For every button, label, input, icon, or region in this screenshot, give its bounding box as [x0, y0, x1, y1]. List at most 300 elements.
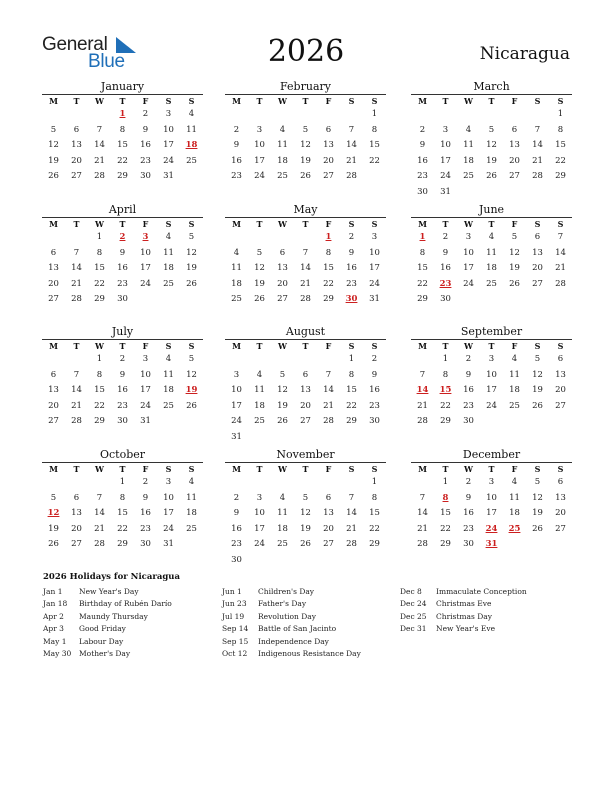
day-cell: 19 — [300, 155, 311, 166]
empty-cell — [294, 230, 317, 246]
day-cell: 20 — [555, 508, 566, 518]
month-june — [411, 203, 572, 308]
holiday-item — [222, 623, 361, 635]
day-cell: 11 — [463, 140, 474, 150]
day-cell: 28 — [555, 278, 566, 289]
day-cell: 2 — [233, 492, 240, 503]
day-cell: 30 — [369, 416, 380, 426]
day-cell: 30 — [463, 539, 474, 549]
day-cell: 5 — [511, 232, 518, 242]
day-cell: 4 — [188, 477, 195, 487]
day-cell: 5 — [188, 354, 195, 364]
day-cell: 26 — [48, 171, 59, 181]
month-november — [225, 448, 386, 568]
weekday-label: W — [278, 464, 287, 474]
holiday-date: Dec 31 — [400, 624, 427, 634]
weekday-label: M — [49, 341, 58, 351]
weekday-label: T — [442, 96, 449, 106]
day-cell: 1 — [442, 477, 449, 487]
day-cell: 26 — [300, 171, 311, 181]
weekday-label: T — [73, 96, 80, 106]
day-cell: 29 — [323, 294, 334, 304]
day-cell: 8 — [325, 247, 332, 258]
day-cell: 29 — [94, 294, 105, 304]
day-cell: 24 — [163, 155, 174, 166]
day-cell: 13 — [277, 263, 288, 273]
day-cell: 7 — [534, 124, 541, 135]
day-grid — [411, 340, 572, 430]
day-cell: 4 — [488, 232, 495, 242]
holiday-day-cell: 25 — [508, 523, 521, 534]
day-cell: 3 — [142, 354, 149, 364]
holiday-item — [43, 648, 172, 660]
day-cell: 8 — [371, 492, 378, 503]
weekday-label: S — [534, 96, 541, 106]
weekday-label: S — [188, 464, 195, 474]
weekday-label: T — [73, 464, 80, 474]
day-cell: 21 — [346, 523, 357, 534]
day-cell: 4 — [165, 354, 172, 364]
day-cell: 5 — [279, 369, 286, 380]
day-cell: 2 — [142, 477, 149, 487]
day-cell: 17 — [486, 385, 497, 395]
day-cell: 3 — [465, 232, 472, 242]
weekday-label: S — [557, 219, 564, 229]
weekday-label: F — [142, 219, 149, 229]
day-cell: 14 — [94, 140, 105, 150]
day-cell: 3 — [488, 354, 495, 364]
day-cell: 28 — [346, 171, 357, 181]
day-cell: 5 — [302, 492, 309, 503]
day-cell: 30 — [117, 294, 128, 304]
month-name: June — [478, 203, 505, 216]
day-cell: 4 — [256, 369, 263, 380]
holiday-day-cell: 14 — [416, 385, 429, 395]
day-cell: 8 — [119, 124, 126, 135]
day-cell: 9 — [233, 140, 240, 150]
month-may — [225, 203, 386, 308]
day-cell: 24 — [254, 171, 265, 181]
holiday-item — [400, 611, 527, 623]
day-cell: 19 — [509, 263, 520, 273]
day-cell: 6 — [557, 354, 564, 364]
empty-cell — [294, 352, 317, 368]
day-cell: 12 — [532, 492, 543, 503]
holiday-item — [222, 648, 361, 660]
holiday-day-cell: 23 — [439, 278, 452, 289]
day-cell: 16 — [231, 523, 242, 534]
day-cell: 18 — [231, 278, 242, 289]
day-cell: 8 — [119, 492, 126, 503]
day-cell: 28 — [417, 416, 428, 426]
day-cell: 22 — [117, 155, 128, 166]
day-cell: 13 — [71, 140, 82, 150]
day-cell: 14 — [71, 385, 82, 395]
day-cell: 14 — [71, 263, 82, 273]
day-cell: 12 — [509, 247, 520, 258]
day-cell: 27 — [555, 523, 566, 534]
weekday-label: S — [188, 341, 195, 351]
day-cell: 24 — [254, 539, 265, 549]
day-cell: 10 — [486, 492, 497, 503]
day-cell: 16 — [231, 155, 242, 166]
holiday-column — [43, 586, 172, 660]
weekday-label: M — [49, 219, 58, 229]
month-name: September — [460, 325, 523, 338]
holiday-day-cell: 24 — [485, 523, 498, 534]
weekday-label: M — [232, 96, 241, 106]
empty-cell — [271, 475, 294, 491]
day-cell: 9 — [465, 369, 472, 380]
empty-cell — [225, 230, 248, 246]
day-cell: 8 — [371, 124, 378, 135]
weekday-label: F — [142, 341, 149, 351]
day-cell: 15 — [555, 140, 566, 150]
day-cell: 30 — [140, 539, 151, 549]
empty-cell — [411, 475, 434, 491]
day-cell: 19 — [254, 278, 265, 289]
day-cell: 12 — [486, 140, 497, 150]
day-cell: 12 — [186, 369, 197, 380]
holiday-column — [222, 586, 361, 660]
weekday-label: M — [232, 341, 241, 351]
day-cell: 14 — [323, 385, 334, 395]
weekday-label: W — [95, 219, 104, 229]
day-cell: 11 — [163, 369, 174, 380]
holiday-day-cell: 19 — [185, 385, 198, 395]
day-cell: 11 — [254, 385, 265, 395]
day-cell: 11 — [509, 492, 520, 503]
empty-cell — [42, 475, 65, 491]
page-title-year: 2026 — [267, 34, 345, 69]
day-cell: 2 — [142, 109, 149, 119]
holiday-name: Good Friday — [79, 624, 126, 634]
day-cell: 21 — [417, 523, 428, 534]
day-cell: 16 — [369, 385, 380, 395]
day-grid — [42, 95, 203, 185]
day-cell: 23 — [140, 155, 151, 166]
day-cell: 30 — [117, 416, 128, 426]
day-cell: 15 — [117, 140, 128, 150]
day-cell: 12 — [532, 369, 543, 380]
day-cell: 30 — [140, 171, 151, 181]
day-cell: 31 — [440, 186, 451, 197]
weekday-label: T — [488, 464, 495, 474]
day-cell: 28 — [71, 294, 82, 304]
holiday-item — [43, 623, 172, 635]
empty-cell — [317, 107, 340, 123]
weekday-label: M — [418, 219, 427, 229]
empty-cell — [225, 107, 248, 123]
day-cell: 3 — [165, 477, 172, 487]
day-cell: 30 — [440, 294, 451, 304]
weekday-label: M — [418, 464, 427, 474]
day-cell: 31 — [369, 294, 380, 304]
day-cell: 31 — [140, 416, 151, 426]
day-cell: 10 — [254, 140, 265, 150]
empty-cell — [65, 352, 88, 368]
weekday-label: M — [49, 464, 58, 474]
weekday-label: F — [325, 464, 332, 474]
holiday-date: Jun 1 — [222, 587, 242, 596]
weekday-label: S — [165, 219, 172, 229]
day-cell: 22 — [555, 155, 566, 166]
day-cell: 24 — [440, 171, 451, 181]
day-cell: 27 — [48, 416, 59, 426]
day-cell: 25 — [231, 294, 242, 304]
day-cell: 8 — [442, 369, 449, 380]
empty-cell — [317, 475, 340, 491]
holiday-date: Sep 14 — [222, 624, 249, 634]
day-cell: 27 — [71, 539, 82, 549]
empty-cell — [271, 230, 294, 246]
day-cell: 9 — [465, 492, 472, 503]
holiday-item — [222, 598, 361, 610]
day-cell: 30 — [231, 554, 242, 565]
weekday-label: W — [95, 464, 104, 474]
holiday-item — [43, 611, 172, 623]
day-cell: 17 — [140, 263, 151, 273]
weekday-label: S — [165, 96, 172, 106]
day-cell: 7 — [96, 492, 103, 503]
day-cell: 15 — [94, 385, 105, 395]
day-cell: 30 — [463, 416, 474, 426]
day-cell: 22 — [323, 278, 334, 289]
weekday-label: T — [256, 96, 263, 106]
day-cell: 23 — [117, 400, 128, 411]
day-cell: 25 — [463, 171, 474, 181]
weekday-label: S — [371, 341, 378, 351]
month-name: May — [293, 203, 318, 216]
day-cell: 2 — [371, 354, 378, 364]
day-cell: 25 — [277, 539, 288, 549]
day-cell: 28 — [94, 539, 105, 549]
day-cell: 3 — [256, 492, 263, 503]
holiday-name: Maundy Thursday — [79, 611, 148, 621]
day-cell: 18 — [254, 400, 265, 411]
day-cell: 9 — [442, 247, 449, 258]
weekday-label: T — [119, 219, 126, 229]
day-cell: 9 — [348, 247, 355, 258]
holiday-column — [400, 586, 527, 636]
weekday-label: W — [278, 96, 287, 106]
day-cell: 12 — [277, 385, 288, 395]
empty-cell — [526, 107, 549, 123]
month-name: August — [285, 325, 326, 338]
weekday-label: S — [534, 219, 541, 229]
day-cell: 13 — [532, 247, 543, 258]
day-cell: 6 — [50, 247, 57, 258]
day-cell: 14 — [346, 140, 357, 150]
holiday-item — [400, 598, 527, 610]
day-cell: 6 — [325, 124, 332, 135]
day-cell: 12 — [186, 247, 197, 258]
day-cell: 11 — [186, 492, 197, 503]
month-name: April — [108, 203, 137, 216]
weekday-label: S — [557, 96, 564, 106]
day-cell: 23 — [346, 278, 357, 289]
day-cell: 19 — [532, 508, 543, 518]
day-cell: 18 — [163, 263, 174, 273]
day-cell: 10 — [440, 140, 451, 150]
holiday-date: Oct 12 — [222, 648, 248, 658]
day-cell: 1 — [96, 354, 103, 364]
day-cell: 16 — [463, 508, 474, 518]
holiday-name: Christmas Day — [436, 611, 492, 621]
day-cell: 15 — [440, 508, 451, 518]
empty-cell — [42, 230, 65, 246]
day-cell: 4 — [233, 247, 240, 258]
day-cell: 29 — [117, 539, 128, 549]
empty-cell — [271, 107, 294, 123]
weekday-label: S — [165, 341, 172, 351]
day-cell: 27 — [555, 400, 566, 411]
holiday-day-cell: 18 — [185, 140, 198, 150]
weekday-label: F — [325, 96, 332, 106]
empty-cell — [434, 107, 457, 123]
day-cell: 3 — [233, 369, 240, 380]
weekday-label: F — [511, 96, 518, 106]
weekday-label: T — [73, 341, 80, 351]
day-cell: 29 — [417, 294, 428, 304]
holiday-date: Dec 24 — [400, 599, 427, 609]
holiday-day-cell: 2 — [119, 232, 126, 242]
day-cell: 2 — [465, 477, 472, 487]
day-cell: 24 — [140, 400, 151, 411]
day-cell: 15 — [417, 263, 428, 273]
holiday-date: Jul 19 — [222, 611, 245, 621]
day-cell: 13 — [555, 492, 566, 503]
day-cell: 20 — [71, 155, 82, 166]
day-cell: 1 — [371, 109, 378, 119]
empty-cell — [42, 352, 65, 368]
day-cell: 25 — [277, 171, 288, 181]
day-cell: 8 — [419, 247, 426, 258]
empty-cell — [340, 475, 363, 491]
day-cell: 6 — [557, 477, 564, 487]
weekday-label: T — [488, 219, 495, 229]
day-cell: 4 — [465, 124, 472, 135]
day-cell: 20 — [323, 155, 334, 166]
day-grid — [42, 463, 203, 553]
day-cell: 16 — [117, 263, 128, 273]
day-cell: 6 — [279, 247, 286, 258]
weekday-label: S — [165, 464, 172, 474]
day-cell: 21 — [300, 278, 311, 289]
weekday-label: T — [73, 219, 80, 229]
weekday-label: S — [348, 96, 355, 106]
empty-cell — [457, 107, 480, 123]
weekday-label: T — [119, 96, 126, 106]
holiday-day-cell: 15 — [439, 385, 452, 395]
day-cell: 17 — [254, 155, 265, 166]
day-cell: 24 — [486, 400, 497, 411]
day-cell: 11 — [509, 369, 520, 380]
day-cell: 2 — [419, 124, 426, 135]
month-name: October — [99, 448, 146, 461]
day-cell: 16 — [140, 508, 151, 518]
day-cell: 27 — [509, 171, 520, 181]
day-cell: 27 — [323, 171, 334, 181]
day-cell: 19 — [186, 263, 197, 273]
month-august — [225, 325, 386, 445]
day-cell: 13 — [323, 508, 334, 518]
weekday-label: F — [511, 464, 518, 474]
day-cell: 12 — [48, 140, 59, 150]
day-cell: 24 — [231, 416, 242, 426]
day-cell: 27 — [323, 539, 334, 549]
weekday-label: S — [557, 464, 564, 474]
day-cell: 17 — [163, 508, 174, 518]
day-cell: 7 — [419, 369, 426, 380]
holiday-date: Jan 18 — [43, 599, 68, 609]
day-cell: 26 — [186, 400, 197, 411]
weekday-label: S — [371, 219, 378, 229]
day-cell: 4 — [511, 354, 518, 364]
day-cell: 21 — [71, 400, 82, 411]
day-cell: 21 — [532, 155, 543, 166]
day-cell: 11 — [186, 124, 197, 135]
holidays-title: 2026 Holidays for Nicaragua — [43, 572, 180, 582]
empty-cell — [317, 352, 340, 368]
weekday-label: T — [256, 341, 263, 351]
day-cell: 17 — [140, 385, 151, 395]
holiday-name: Labour Day — [79, 636, 124, 646]
holiday-name: Christmas Eve — [436, 599, 492, 609]
day-cell: 1 — [96, 232, 103, 242]
day-cell: 13 — [323, 140, 334, 150]
day-cell: 19 — [48, 155, 59, 166]
day-cell: 26 — [186, 278, 197, 289]
day-cell: 7 — [557, 232, 564, 242]
day-cell: 7 — [302, 247, 309, 258]
day-cell: 22 — [117, 523, 128, 534]
holiday-item — [222, 586, 361, 598]
weekday-label: S — [371, 96, 378, 106]
weekday-label: T — [302, 341, 309, 351]
day-cell: 13 — [48, 385, 59, 395]
holiday-item — [43, 598, 172, 610]
holiday-day-cell: 3 — [142, 232, 149, 242]
day-cell: 23 — [117, 278, 128, 289]
day-cell: 11 — [277, 140, 288, 150]
day-cell: 21 — [346, 155, 357, 166]
holiday-date: May 30 — [43, 648, 72, 658]
day-cell: 20 — [48, 278, 59, 289]
holiday-item — [222, 636, 361, 648]
day-cell: 21 — [71, 278, 82, 289]
day-cell: 3 — [256, 124, 263, 135]
day-cell: 26 — [486, 171, 497, 181]
day-cell: 16 — [417, 155, 428, 166]
day-cell: 15 — [94, 263, 105, 273]
weekday-label: T — [488, 96, 495, 106]
day-cell: 24 — [369, 278, 380, 289]
day-cell: 22 — [440, 523, 451, 534]
month-december — [411, 448, 572, 553]
day-cell: 8 — [96, 247, 103, 258]
day-cell: 26 — [300, 539, 311, 549]
weekday-label: W — [278, 219, 287, 229]
weekday-label: T — [302, 96, 309, 106]
day-grid — [411, 95, 572, 200]
day-cell: 23 — [369, 400, 380, 411]
holiday-day-cell: 1 — [325, 232, 332, 242]
day-cell: 1 — [348, 354, 355, 364]
weekday-label: T — [256, 219, 263, 229]
day-cell: 21 — [94, 523, 105, 534]
day-cell: 27 — [532, 278, 543, 289]
